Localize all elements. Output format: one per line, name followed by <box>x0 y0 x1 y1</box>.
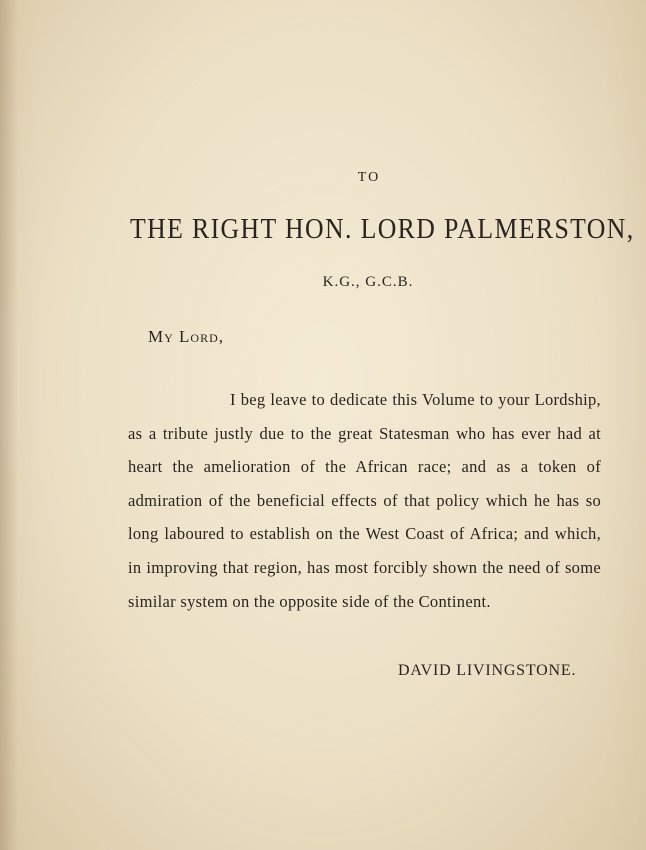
page-fold-shadow <box>0 0 18 850</box>
dedication-recipient: THE RIGHT HON. LORD PALMERSTON, <box>130 214 635 245</box>
salutation: My Lord, <box>148 327 225 346</box>
dedication-to: TO <box>357 170 381 185</box>
dedication-body: I beg leave to dedicate this Volume to your Lordship, as a tribute justly due to the great Statesman who has ever had at heart the amelioration of the African race; and as a token of admiration of the beneficial effects of that policy which he has so long laboured to establish on the West Coast of Africa; and which, in improving that region, has most forcibly shown the need of some similar system on the opposite side of the Continent. <box>128 390 601 611</box>
signature: DAVID LIVINGSTONE. <box>398 662 577 679</box>
recipient-honours: K.G., G.C.B. <box>322 274 414 290</box>
